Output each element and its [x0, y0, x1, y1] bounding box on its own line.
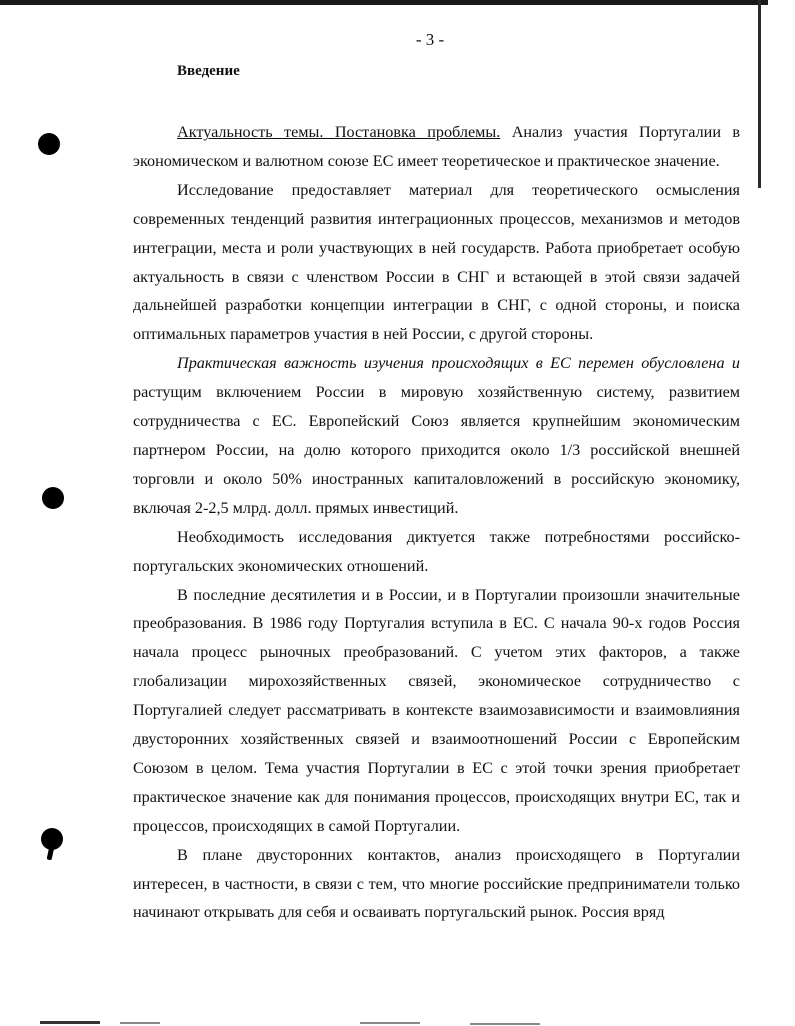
scan-edge-right: [758, 0, 761, 188]
paragraph-practical: [133, 349, 740, 522]
paragraph-research: [133, 176, 740, 349]
scan-speck: [360, 1022, 420, 1024]
punch-hole-top: [38, 133, 60, 155]
relevance-text: Анализ участия Португалии в экономическом и валютном союзе ЕС имеет теоретическое и практическое значение.: [133, 123, 740, 170]
section-heading: Введение: [177, 63, 240, 79]
punch-hole-middle: [42, 487, 64, 509]
scan-edge-top: [0, 0, 768, 5]
paragraph-contacts: [133, 841, 740, 928]
practical-text: растущим включением России в мировую хозяйственную систему, развитием сотрудничества с ЕС. Европейский Союз является крупнейшим экономическим партнером России, на долю которого приходится около 1/3 российской внешней торговли и около 50% иностранных капиталовложений в российскую экономику, включая 2-2,5 млрд. долл. прямых инвестиций.: [133, 383, 740, 517]
paragraph-relevance: [133, 118, 740, 176]
paragraph-transformations: [133, 581, 740, 841]
page-number: - 3 -: [415, 30, 445, 49]
transformations-text: В последние десятилетия и в России, и в Португалии произошли значительные преобразования. В 1986 году Португалия вступила в ЕС. С начала 90-х годов Россия начала процесс рыночных преобразований. С учетом этих факторов, а также глобализации мирохозяйственных связей, экономическое сотрудничество с Португалией следует рассматривать в контексте взаимозависимости и взаимовлияния двусторонних хозяйственных связей и взаимоотношений России с Европейским Союзом в целом. Тема участия Португалии в ЕС с этой точки зрения приобретает практическое значение как для понимания процессов, происходящих внутри ЕС, так и процессов, происходящих в самой Португалии.: [133, 585, 740, 835]
scan-edge-bottom: [40, 1021, 100, 1024]
relevance-lead: Актуальность темы. Постановка проблемы.: [177, 123, 501, 141]
scan-speck: [120, 1022, 160, 1024]
paragraph-necessity: [133, 523, 740, 581]
practical-lead: Практическая важность изучения происходящих в ЕС перемен обусловлена и: [177, 354, 740, 373]
punch-hole-bottom: [41, 828, 63, 850]
contacts-text: В плане двусторонних контактов, анализ происходящего в Португалии интересен, в частности, в связи с тем, что многие российские предприниматели только начинают открывать для себя и осваивать португальский рынок. Россия вряд: [133, 845, 740, 922]
scan-speck: [470, 1023, 540, 1025]
body-text: [133, 118, 740, 927]
research-text: Исследование предоставляет материал для теоретического осмысления современных тенденций развития интеграционных процессов, механизмов и методов интеграции, места и роли участвующих в ней государств. Работа приобретает особую актуальность в связи с членством России в СНГ и встающей в этой связи задачей дальнейшей разработки концепции интеграции в СНГ, с одной стороны, и поиска оптимальных параметров участия в ней России, с другой стороны.: [133, 180, 740, 344]
necessity-text: Необходимость исследования диктуется также потребностями российско-португальских экономических отношений.: [133, 527, 740, 575]
